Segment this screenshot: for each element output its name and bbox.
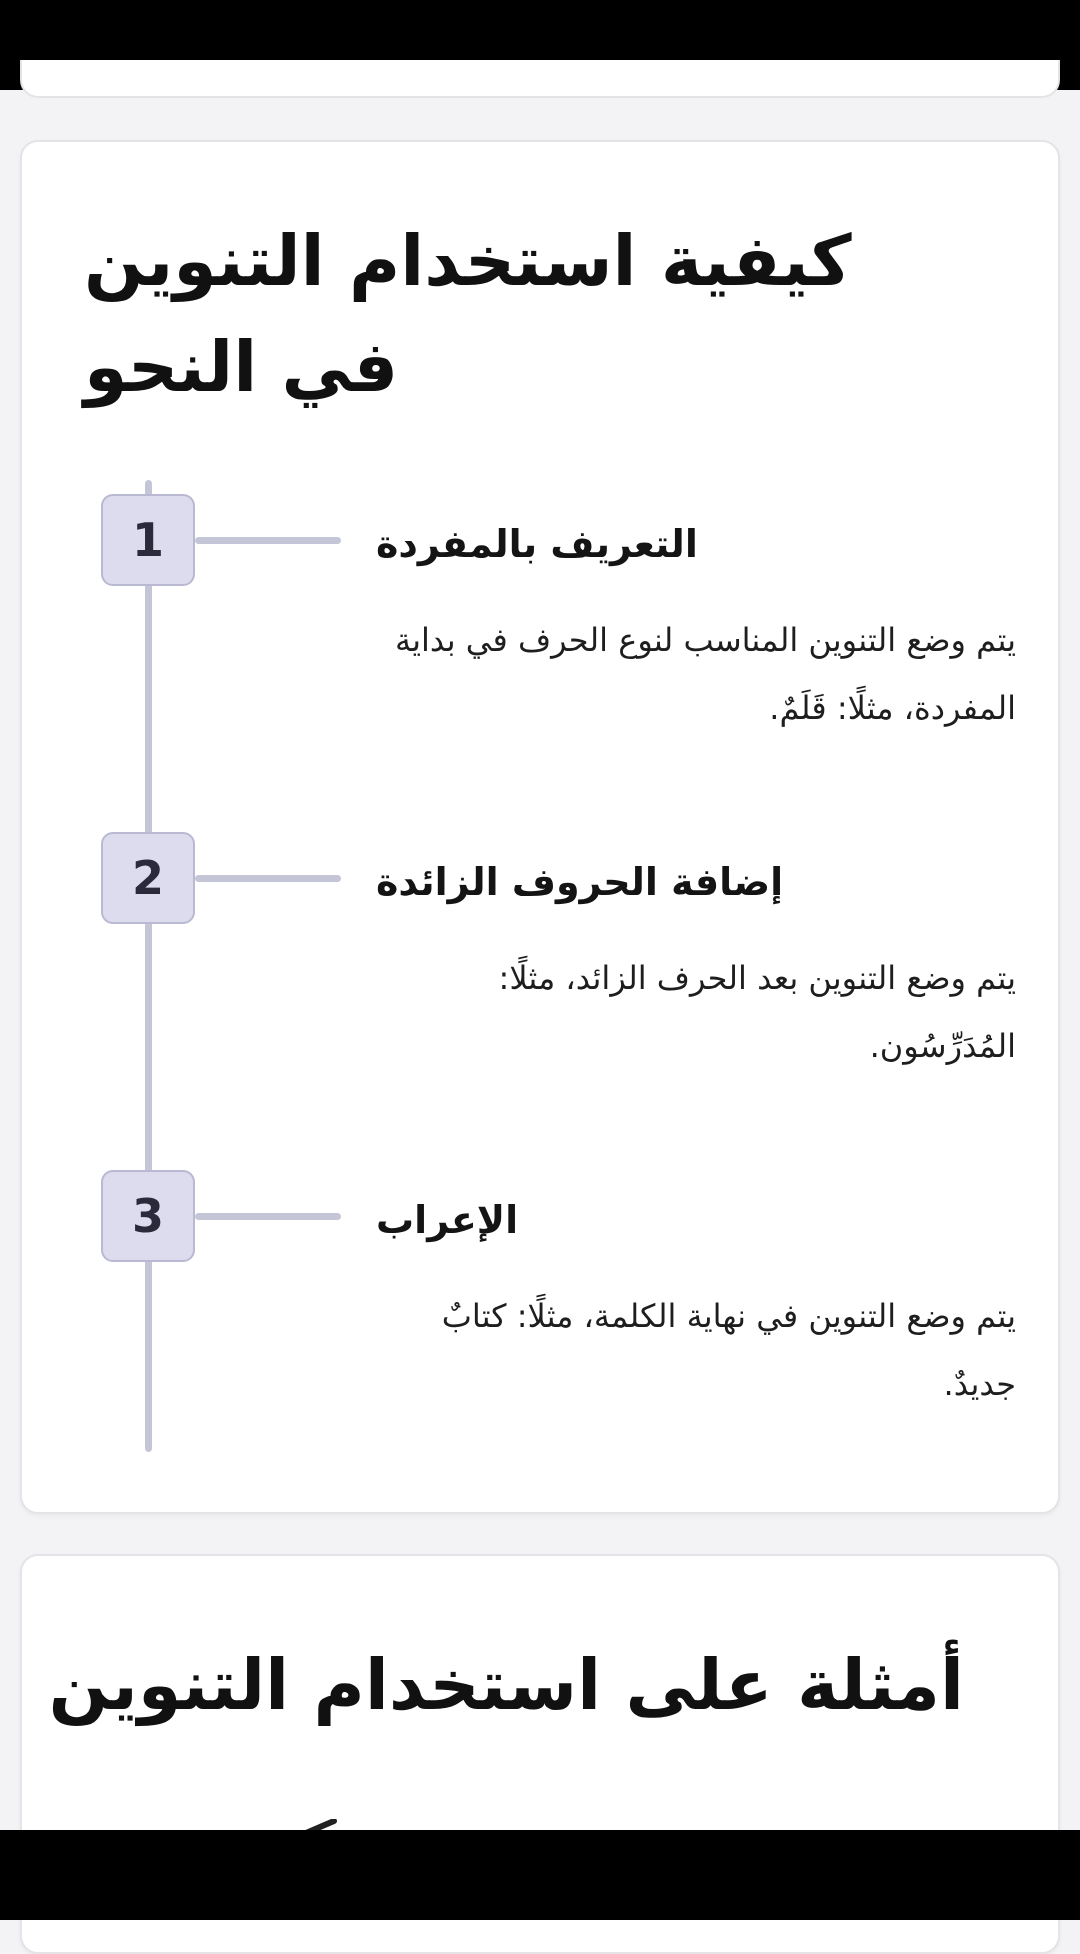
step-description: يتم وضع التنوين في نهاية الكلمة، مثلًا: كتابٌ جديدٌ.	[441, 1297, 1016, 1403]
step-description: يتم وضع التنوين المناسب لنوع الحرف في بداية المفردة، مثلًا: قَلَمٌ.	[394, 621, 1016, 727]
step-number-badge: 1	[101, 494, 195, 586]
step-heading: الإعراب	[376, 1198, 519, 1242]
step-item	[22, 494, 1062, 794]
examples-card-title: أمثلة على استخدام التنوين	[48, 1644, 964, 1726]
step-description: يتم وضع التنوين بعد الحرف الزائد، مثلًا: المُدَرِّسُون.	[498, 959, 1016, 1065]
previous-card-bottom	[20, 60, 1060, 98]
step-connector	[195, 1213, 341, 1220]
steps-card-title: كيفية استخدام التنوين في النحو	[84, 220, 852, 408]
step-connector	[195, 537, 341, 544]
steps-card	[20, 140, 1060, 1514]
step-connector	[195, 875, 341, 882]
navigation-bar	[0, 1830, 1080, 1920]
step-number-badge: 3	[101, 1170, 195, 1262]
step-item	[22, 1170, 1062, 1470]
step-heading: إضافة الحروف الزائدة	[376, 860, 784, 904]
step-heading: التعريف بالمفردة	[376, 522, 698, 566]
step-item	[22, 832, 1062, 1132]
step-number-badge: 2	[101, 832, 195, 924]
